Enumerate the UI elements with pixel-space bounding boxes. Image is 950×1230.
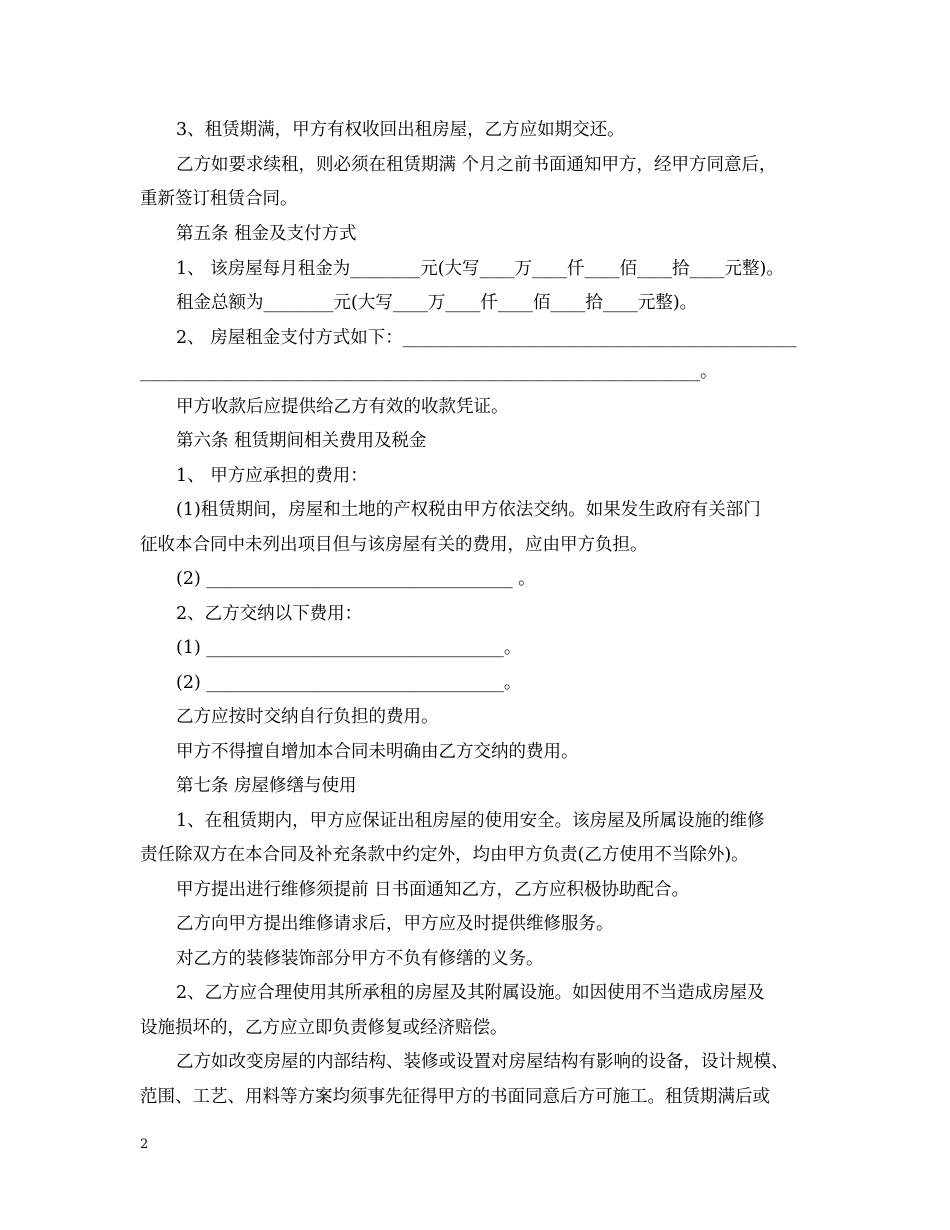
text-line: (2) ___________________________________ 。 — [176, 569, 536, 589]
section-heading: 第六条 租赁期间相关费用及税金 — [176, 431, 427, 451]
text-line: 责任除双方在本合同及补充条款中约定外，均由甲方负责(乙方使用不当除外)。 — [140, 845, 749, 865]
text-line: (2) __________________________________。 — [176, 673, 522, 693]
page-number: 2 — [140, 1137, 149, 1152]
text-line: 征收本合同中未列出项目但与该房屋有关的费用，应由甲方负担。 — [140, 535, 648, 555]
text-line: 1、 该房屋每月租金为________元(大写____万____仟____佰____拾____元整)。 — [176, 259, 784, 279]
section-heading: 第五条 租金及支付方式 — [176, 224, 357, 244]
text-line: 3、租赁期满，甲方有权收回出租房屋，乙方应如期交还。 — [176, 120, 625, 140]
text-line: 2、乙方交纳以下费用： — [176, 604, 363, 624]
text-line: 设施损坏的，乙方应立即负责修复或经济赔偿。 — [140, 1018, 508, 1038]
text-line: 2、乙方应合理使用其所承租的房屋及其附属设施。如因使用不当造成房屋及 — [176, 983, 765, 1003]
text-line: 重新签订租赁合同。 — [140, 189, 298, 209]
section-heading: 第七条 房屋修缮与使用 — [176, 776, 357, 796]
text-line: 租金总额为________元(大写____万____仟____佰____拾____元整)。 — [176, 293, 698, 313]
text-line: (1)租赁期间，房屋和土地的产权税由甲方依法交纳。如果发生政府有关部门 — [176, 500, 761, 520]
text-line: 范围、工艺、用料等方案均须事先征得甲方的书面同意后方可施工。租赁期满后或 — [140, 1087, 770, 1107]
text-line: 甲方不得擅自增加本合同未明确由乙方交纳的费用。 — [176, 742, 579, 762]
text-line: ________________________________________________________________。 — [140, 362, 718, 382]
text-line: 2、 房屋租金支付方式如下：_____________________________________________ — [176, 328, 797, 348]
text-line: 乙方如改变房屋的内部结构、装修或设置对房屋结构有影响的设备，设计规模、 — [176, 1052, 789, 1072]
text-line: 对乙方的装修装饰部分甲方不负有修缮的义务。 — [176, 949, 544, 969]
text-line: 1、在租赁期内，甲方应保证出租房屋的使用安全。该房屋及所属设施的维修 — [176, 811, 765, 831]
text-line: (1) __________________________________。 — [176, 638, 522, 658]
text-line: 乙方向甲方提出维修请求后，甲方应及时提供维修服务。 — [176, 914, 614, 934]
text-line: 乙方应按时交纳自行负担的费用。 — [176, 707, 439, 727]
text-line: 乙方如要求续租，则必须在租赁期满 个月之前书面通知甲方，经甲方同意后， — [176, 155, 777, 175]
text-line: 1、 甲方应承担的费用： — [176, 466, 368, 486]
text-line: 甲方收款后应提供给乙方有效的收款凭证。 — [176, 397, 509, 417]
text-line: 甲方提出进行维修须提前 日书面通知乙方，乙方应积极协助配合。 — [176, 880, 690, 900]
